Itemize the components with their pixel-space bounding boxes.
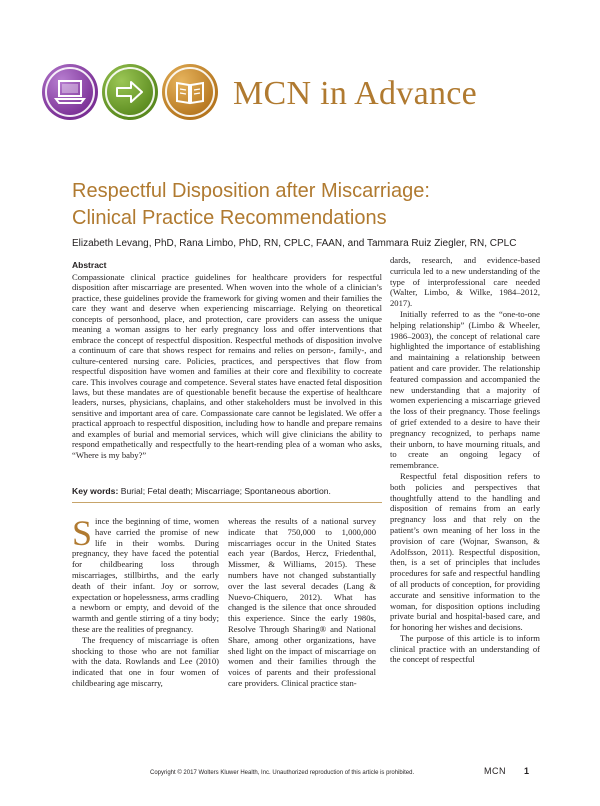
- body-paragraph: The frequency of miscarriage is often shocking to those who are not familiar with the data. Rowlands and Lee (2010) indicated that one in four women of childbearing age miscarry,: [72, 634, 219, 688]
- section-divider: [72, 502, 382, 503]
- arrow-right-icon: [102, 64, 158, 120]
- body-column-3: [390, 255, 540, 665]
- body-paragraph: dards, research, and evidence-based curricula led to a new understanding of the type of interprofessional care needed (Walter, Limbo, & Wilke, 1984–2012, 2017).: [390, 255, 540, 309]
- body-column-2: [228, 516, 376, 689]
- laptop-icon: [42, 64, 98, 120]
- keywords-list: Burial; Fetal death; Miscarriage; Spontaneous abortion.: [120, 486, 331, 496]
- keywords-label: Key words:: [72, 486, 119, 496]
- body-paragraph: Initially referred to as the “one-to-one helping relationship” (Limbo & Wheeler, 1986–2003), the concept of relational care highlighted the importance of establishing and maintaining a relationship between patient and care provider. The relationship featured compassion and accompanied the new understanding that a majority of women experiencing a miscarriage grieved the loss of their pregnancy. Those feelings of grief extended to a desire to have their pregnancy recognized, to perhaps name their unborn, to have mourning rituals, and to create an ongoing legacy of remembrance.: [390, 308, 540, 471]
- keywords: [72, 486, 382, 496]
- body-column-1: [72, 513, 219, 689]
- body-paragraph: whereas the results of a national survey indicate that 750,000 to 1,000,000 miscarriages occur in the United States each year (Bardos, Hercz, Friedenthal, Missmer, & Williams, 2015). These numbers have not changed substantially over the last several decades (Lang & Nuevo-Chiquero, 2012). What has changed is the silence that once shrouded this experience. Since the early 1980s, Resolve Through Sharing® and National Share, among other organizations, have shed light on the impact of miscarriage on women and their families through the voices of parents and their professional care providers. Clinical practice stan-: [228, 516, 376, 688]
- page-number: 1: [524, 766, 530, 776]
- book-icon: [162, 64, 218, 120]
- drop-cap: S: [72, 513, 93, 553]
- abstract-text: Compassionate clinical practice guidelines for healthcare providers for respectful disposition after miscarriage are presented. When woven into the whole of a clinician’s practice, these guidelines provide the framework for giving women and their families the care they want and deserve when experiencing miscarriage. Relying on theoretical concepts of personhood, place, and protection, care providers can assess the unique meaning a woman assigns to her early pregnancy loss and offer interventions that embrace the concept of respectful disposition. Respectful methods of disposition involve a continuum of care that shows respect for remains and relies on person-, family-, and culture-centered nursing care. Policies, practices, and perspectives that flow from respectful disposition have women and families at their core and flexibility to cocreate care. This involves courage and competence. Several states have enacted fetal disposition laws, but these mandates are of questionable benefit because the expertise of healthcare leaders, nurses, physicians, chaplains, and other stakeholders must be involved in this sensitive and important area of care. Compassionate care cannot be legislated. We offer a practical approach to respectful disposition, including how to handle and prepare remains and examples of burial and memorial services, which will give clinicians the ability to respond empathetically and respectfully to the heart-rending plea of a woman who asks, “Where is my baby?”: [72, 272, 382, 460]
- abstract-heading: Abstract: [72, 260, 107, 270]
- journal-name: MCN: [484, 766, 506, 776]
- title-line-2: Clinical Practice Recommendations: [72, 207, 387, 229]
- body-paragraph: Respectful fetal disposition refers to both policies and perspectives that thoughtfully attend to the handling and disposition of remains from an early pregnancy loss and that rely on the patient’s own meaning of her loss in the provision of care (Wojnar, Swanson, & Adolfsson, 2011). Respectful disposition, then, is a set of principles that includes procedures for safe and respectful handling of all products of conception, for providing accurate and sensitive information to the woman, for disposition options including private burial and hospital-based care, and for honoring her wishes and decisions.: [390, 470, 540, 633]
- title-line-1: Respectful Disposition after Miscarriage:: [72, 180, 430, 202]
- article-title: [72, 178, 542, 232]
- abstract-section: [72, 260, 382, 476]
- body-paragraph: The purpose of this article is to inform clinical practice with an understanding of the concept of respectful: [390, 632, 540, 665]
- masthead-icons: [42, 64, 222, 124]
- author-list: Elizabeth Levang, PhD, Rana Limbo, PhD, RN, CPLC, FAAN, and Tammara Ruiz Ziegler, RN, CPLC: [72, 238, 517, 249]
- body-paragraph: ince the beginning of time, women have carried the promise of new life in their wombs. During pregnancy, they have faced the potential for childbearing loss through miscarriages, stillbirths, and the early death of their infant. Joy or sorrow, expectation or hopelessness, arms cradling a newborn or empty, and devoid of the warmth and gentle stirring of a tiny body; these are the realities of pregnancy.: [72, 516, 219, 634]
- copyright-notice: Copyright © 2017 Wolters Kluwer Health, Inc. Unauthorized reproduction of this article is prohibited.: [150, 770, 415, 776]
- masthead-title: MCN in Advance: [233, 75, 478, 112]
